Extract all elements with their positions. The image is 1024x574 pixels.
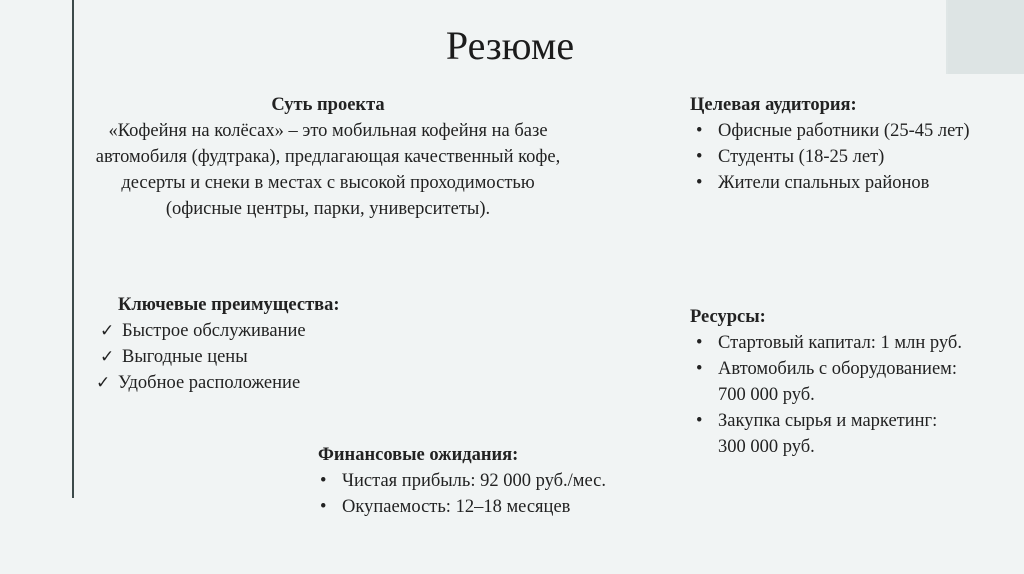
finance-heading: Финансовые ожидания: [318,445,519,465]
list-item: • Чистая прибыль: 92 000 руб./мес. [314,468,694,494]
essence-section [88,92,568,222]
list-item: • Окупаемость: 12–18 месяцев [314,494,694,520]
audience-list [690,118,1020,196]
list-item: ✓ Быстрое обслуживание [96,318,426,344]
resources-section [690,304,1020,460]
list-item: ✓ Удобное расположение [96,370,426,396]
advantages-heading: Ключевые преимущества: [118,295,340,315]
list-item: • Студенты (18-25 лет) [690,144,1020,170]
essence-heading: Суть проекта [271,95,385,115]
bullet-icon: • [696,147,703,167]
bullet-icon: • [320,497,327,517]
bullet-icon: • [696,359,703,379]
list-item: • Жители спальных районов [690,170,1020,196]
bullet-icon: • [696,173,703,193]
bullet-icon: • [320,471,327,491]
resources-heading: Ресурсы: [690,307,766,327]
slide-title: Резюме [445,23,575,68]
checkmark-icon: ✓ [100,321,115,340]
bullet-icon: • [696,333,703,353]
advantages-list [96,318,426,396]
advantages-section [96,292,426,396]
bullet-icon: • [696,411,703,431]
list-item: • Стартовый капитал: 1 млн руб. [690,330,1020,356]
audience-heading: Целевая аудитория: [690,95,857,115]
checkmark-icon: ✓ [96,373,111,392]
list-item: ✓ Выгодные цены [96,344,426,370]
list-item: • Автомобиль с оборудованием: 700 000 руб. [690,356,978,408]
left-divider [72,0,74,498]
list-item: • Закупка сырья и маркетинг: 300 000 руб. [690,408,958,460]
checkmark-icon: ✓ [100,347,115,366]
resources-list [690,330,1020,460]
bullet-icon: • [696,121,703,141]
finance-list [314,468,694,520]
list-item: • Офисные работники (25-45 лет) [690,118,1020,144]
finance-section [314,442,694,520]
audience-section [690,92,1020,196]
essence-text: «Кофейня на колёсах» – это мобильная кофейня на базе автомобиля (фудтрака), предлагающая качественный кофе, десерты и снеки в местах с высокой проходимостью (офисные центры, парки, университеты). [95,121,561,219]
